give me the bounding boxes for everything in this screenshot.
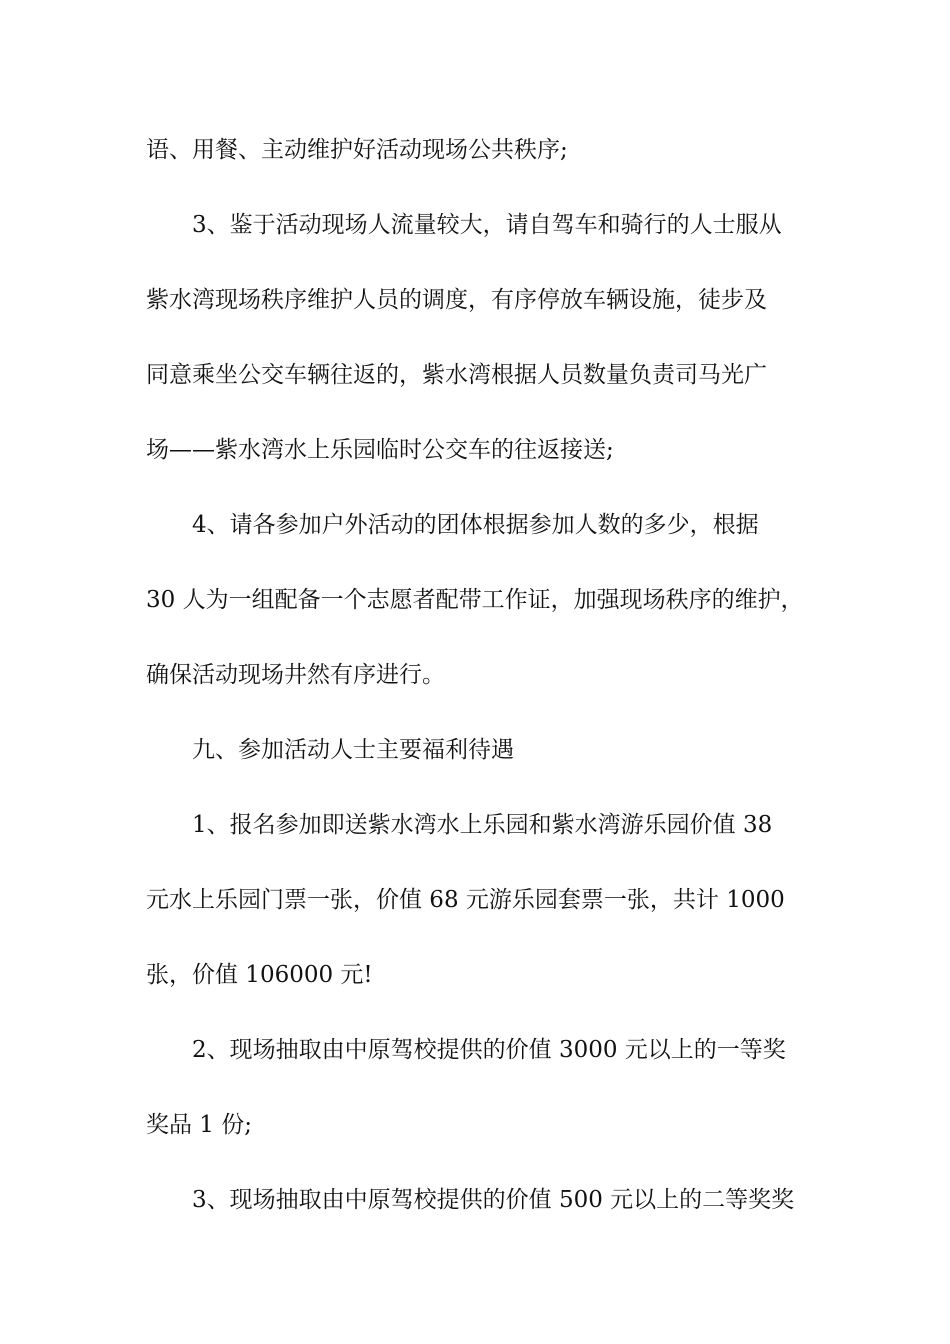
text-line: 2、现场抽取由中原驾校提供的价值 3000 元以上的一等奖: [192, 1037, 786, 1063]
text-line: 4、请各参加户外活动的团体根据参加人数的多少，根据: [192, 512, 759, 538]
text-line: 场——紫水湾水上乐园临时公交车的往返接送;: [146, 437, 614, 463]
text-line: 1、报名参加即送紫水湾水上乐园和紫水湾游乐园价值 38: [192, 812, 773, 838]
text-line: 张，价值 106000 元!: [146, 962, 373, 988]
text-line: 语、用餐、主动维护好活动现场公共秩序;: [146, 137, 568, 163]
text-line: 3、鉴于活动现场人流量较大，请自驾车和骑行的人士服从: [192, 212, 782, 238]
text-line: 元水上乐园门票一张，价值 68 元游乐园套票一张，共计 1000: [146, 887, 785, 913]
text-line: 30 人为一组配备一个志愿者配带工作证，加强现场秩序的维护，: [146, 587, 804, 613]
section-heading: 九、参加活动人士主要福利待遇: [192, 737, 514, 763]
text-line: 3、现场抽取由中原驾校提供的价值 500 元以上的二等奖奖: [192, 1187, 795, 1213]
text-line: 同意乘坐公交车辆往返的，紫水湾根据人员数量负责司马光广: [146, 362, 767, 388]
text-line: 紫水湾现场秩序维护人员的调度，有序停放车辆设施，徒步及: [146, 287, 767, 313]
text-line: 确保活动现场井然有序进行。: [146, 662, 445, 688]
text-line: 奖品 1 份;: [146, 1112, 253, 1138]
